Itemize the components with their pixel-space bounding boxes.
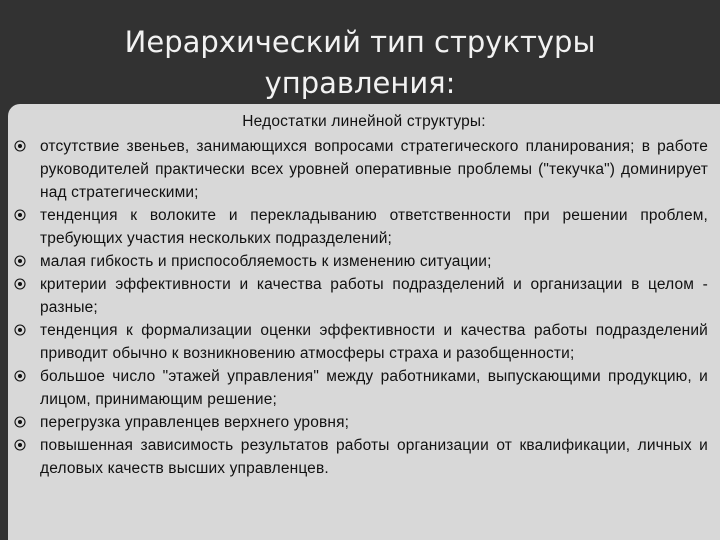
bullet-text: большое число "этажей управления" между работниками, выпускающими продукцию, и лицом, принимающим решение; bbox=[40, 368, 708, 408]
bullet-item bbox=[8, 319, 720, 365]
circle-target-icon bbox=[14, 209, 26, 221]
subtitle-colon: : bbox=[481, 113, 486, 130]
circle-target-icon bbox=[14, 255, 26, 267]
bullet-text: повышенная зависимость результатов работы организации от квалификации, личных и деловых качеств высших управленцев. bbox=[40, 437, 708, 477]
bullet-item bbox=[8, 273, 720, 319]
subtitle-text: Недостатки линейной структуры bbox=[242, 113, 482, 130]
bullet-text: отсутствие звеньев, занимающихся вопросами стратегического планирования; в работе руководителей практически всех уровней оперативные проблемы ("текучка") доминирует над стратегическими; bbox=[40, 138, 708, 201]
bullet-item bbox=[8, 250, 720, 273]
circle-target-icon bbox=[14, 324, 26, 336]
bullet-item bbox=[8, 434, 720, 480]
circle-target-icon bbox=[14, 439, 26, 451]
circle-target-icon bbox=[14, 370, 26, 382]
slide-title bbox=[110, 22, 610, 104]
circle-target-icon bbox=[14, 140, 26, 152]
bullet-item bbox=[8, 204, 720, 250]
circle-target-icon bbox=[14, 278, 26, 290]
circle-target-icon bbox=[14, 416, 26, 428]
bullet-text: критерии эффективности и качества работы подразделений и организации в целом - разные; bbox=[40, 276, 708, 316]
bullet-text: малая гибкость и приспособляемость к изменению ситуации; bbox=[40, 253, 492, 270]
bullet-text: перегрузка управленцев верхнего уровня; bbox=[40, 414, 350, 431]
bullet-list bbox=[8, 135, 720, 480]
content-panel bbox=[8, 104, 720, 540]
subtitle bbox=[8, 112, 720, 132]
bullet-text: тенденция к формализации оценки эффективности и качества работы подразделений приводит обычно к возникновению атмосферы страха и разобщенности; bbox=[40, 322, 708, 362]
bullet-item bbox=[8, 135, 720, 204]
slide-title-line-1: Иерархический тип структуры bbox=[124, 25, 596, 59]
bullet-item bbox=[8, 365, 720, 411]
bullet-item bbox=[8, 411, 720, 434]
slide-title-line-2: управления: bbox=[264, 66, 456, 100]
bullet-text: тенденция к волоките и перекладыванию ответственности при решении проблем, требующих участия нескольких подразделений; bbox=[40, 207, 708, 247]
